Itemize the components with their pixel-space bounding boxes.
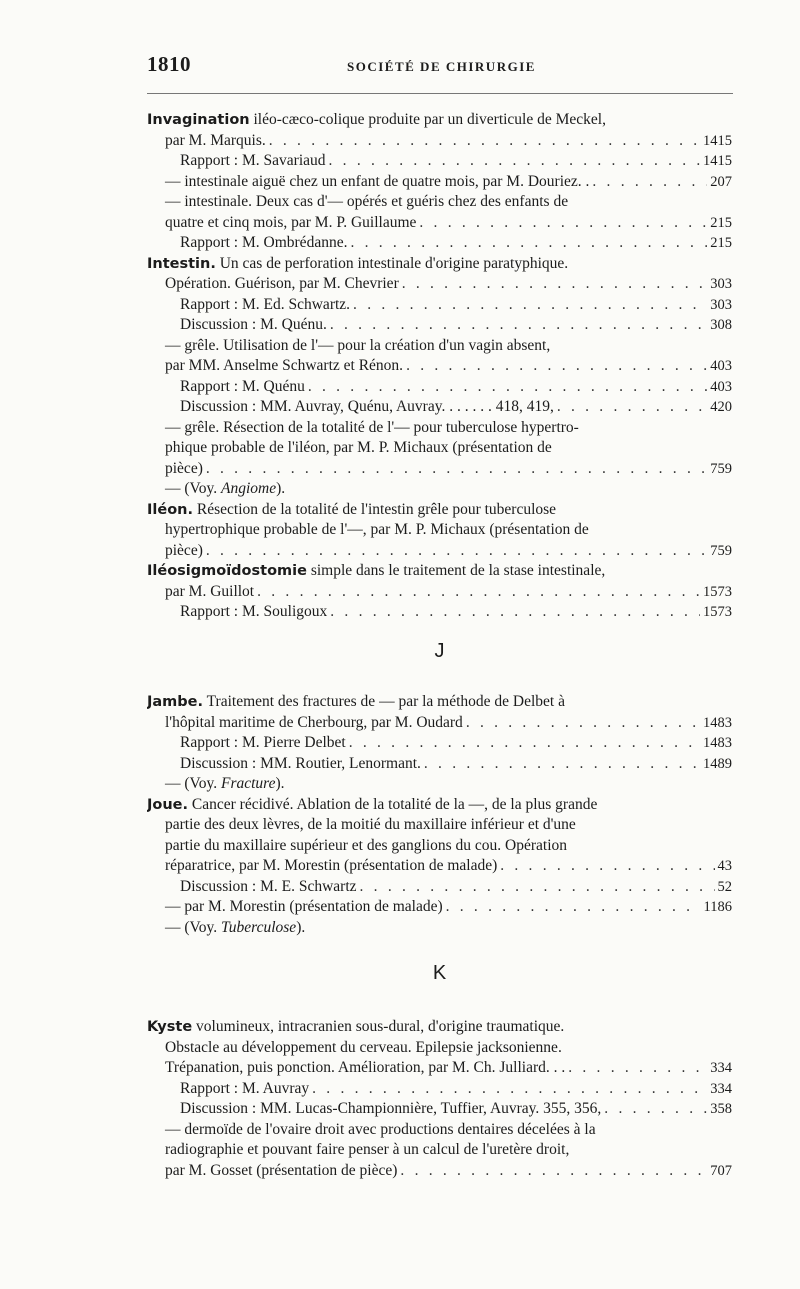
entry-body: Obstacle au développement du cerveau. Epilepsie jacksonienne.: [165, 1038, 562, 1056]
leader-dots: [329, 151, 700, 172]
index-entry: [147, 582, 732, 603]
page-reference: 1483: [703, 735, 732, 751]
entry-body: Discussion : MM. Auvray, Quénu, Auvray. . . . . . . 418, 419,: [180, 398, 554, 415]
leader-dots: [592, 172, 707, 193]
index-entry: [147, 356, 732, 377]
entry-body: Discussion : M. Quénu.: [180, 316, 327, 333]
index-entry: [147, 1079, 732, 1100]
index-entry: [147, 897, 732, 918]
entry-body: Discussion : MM. Lucas-Championnière, Tuffier, Auvray. 355, 356,: [180, 1100, 602, 1117]
section-letter-k: K: [432, 962, 447, 984]
page-reference: 308: [710, 317, 732, 333]
entry-body: pièce): [165, 541, 203, 559]
entry-body: Un cas de perforation intestinale d'origine paratyphique.: [215, 254, 569, 272]
index-entry: [147, 459, 732, 480]
entry-body: Rapport : M. Pierre Delbet: [180, 734, 346, 751]
entry-text: [180, 233, 347, 254]
entry-tail: ).: [275, 775, 285, 792]
headword: Invagination: [147, 112, 250, 128]
index-entry: [147, 151, 732, 172]
index-entry: [147, 192, 732, 213]
index-entry: [147, 438, 732, 459]
leader-dots: [350, 233, 707, 254]
index-entry: [147, 131, 732, 152]
entry-body: quatre et cinq mois, par M. P. Guillaume: [165, 213, 417, 231]
entry-body: — grêle. Résection de la totalité de l'— pour tuberculose hypertro-: [165, 418, 579, 436]
entry-body: — (Voy.: [165, 918, 221, 936]
entry-text: [147, 561, 605, 582]
index-entry: [147, 479, 732, 500]
entry-tail: ).: [296, 918, 306, 936]
index-entry: [147, 254, 732, 275]
index-entry: [147, 815, 732, 836]
entry-text: [180, 295, 350, 316]
entry-body: — dermoïde de l'ovaire droit avec productions dentaires décelées à la: [165, 1120, 596, 1138]
entry-text: [165, 520, 589, 541]
index-entry: [147, 377, 732, 398]
entry-text: [165, 1120, 596, 1141]
entry-text: [165, 836, 567, 857]
page-reference: 52: [717, 878, 732, 895]
entry-body: partie du maxillaire supérieur et des ganglions du cou. Opération: [165, 836, 568, 854]
page-reference: 358: [710, 1101, 732, 1117]
entry-text: [147, 795, 597, 816]
index-entry: [147, 397, 732, 418]
entry-body: — par M. Morestin (présentation de malade): [165, 898, 443, 915]
index-entry: [147, 774, 732, 795]
running-title: SOCIÉTÉ DE CHIRURGIE: [347, 59, 536, 74]
entry-text: [180, 1079, 309, 1100]
leader-dots: [419, 213, 707, 234]
headword: Iléosigmoïdostomie: [147, 563, 307, 579]
leader-dots: [604, 1099, 707, 1120]
page-reference: 1489: [703, 755, 732, 772]
entry-body: Rapport : M. Souligoux: [180, 603, 328, 620]
entry-text: [147, 254, 568, 275]
page-reference: 403: [710, 378, 732, 395]
entry-body: simple dans le traitement de la stase intestinale,: [306, 562, 606, 579]
entry-body: Rapport : M. Ed. Schwartz.: [180, 295, 351, 313]
entry-text: [180, 377, 305, 398]
entry-body: par MM. Anselme Schwartz et Rénon.: [165, 357, 404, 374]
index-entry: [147, 856, 732, 877]
entry-body: hypertrophique probable de l'—, par M. P. Michaux (présentation de: [165, 521, 589, 538]
entry-text: [165, 815, 576, 836]
index-entry: [147, 418, 732, 439]
entry-text: [165, 274, 399, 295]
entry-text: [165, 172, 589, 193]
index-entry: [147, 795, 732, 816]
page-reference: 1415: [703, 132, 732, 149]
page-reference: 303: [710, 296, 732, 313]
entry-text: [165, 856, 497, 877]
leader-dots: [500, 856, 714, 877]
entry-body: par M. Marquis.: [165, 131, 266, 149]
header-rule: [147, 93, 733, 94]
entry-body: Résection de la totalité de l'intestin grêle pour tuberculose: [193, 500, 557, 518]
entry-body: Discussion : M. E. Schwartz: [180, 877, 357, 895]
index-entry: [147, 1140, 732, 1161]
entry-text: [180, 1099, 601, 1120]
page-reference: 403: [710, 358, 732, 374]
index-entry: [147, 295, 732, 316]
entry-text: [165, 582, 254, 603]
page-reference: 334: [710, 1060, 732, 1076]
entry-body: l'hôpital maritime de Cherbourg, par M. Oudard: [165, 713, 463, 731]
entry-text: [147, 110, 606, 131]
cross-reference: Angiome: [220, 480, 277, 497]
index-entry: [147, 713, 732, 734]
entry-text: [180, 877, 357, 898]
leader-dots: [330, 315, 707, 336]
entry-text: [165, 356, 403, 377]
index-entry: [147, 520, 732, 541]
page-reference: 334: [710, 1080, 732, 1097]
entry-text: [165, 897, 443, 918]
entry-text: [147, 1017, 564, 1038]
page-reference: 1573: [703, 604, 732, 620]
page-reference: 1186: [703, 899, 732, 915]
entry-text: [180, 397, 554, 418]
entry-body: Discussion : MM. Routier, Lenormant.: [180, 754, 421, 772]
entry-text: [165, 1058, 565, 1079]
entry-text: [165, 336, 550, 357]
entry-text: [165, 918, 305, 939]
index-entry: [147, 541, 732, 562]
entry-body: pièce): [165, 459, 203, 477]
entry-text: [165, 541, 203, 562]
headword: Iléon.: [147, 501, 193, 518]
entry-body: — grêle. Utilisation de l'— pour la création d'un vagin absent,: [165, 336, 551, 354]
headword: Kyste: [147, 1019, 193, 1035]
entry-text: [165, 1038, 562, 1059]
index-entry: [147, 233, 732, 254]
page-reference: 1415: [703, 153, 732, 169]
index-entry: [147, 1017, 732, 1038]
index-entry: [147, 213, 732, 234]
index-entry: [147, 877, 732, 898]
index-entry: [147, 561, 732, 582]
page-header: [147, 52, 732, 82]
entry-text: [147, 692, 565, 713]
entry-body: partie des deux lèvres, de la moitié du maxillaire inférieur et d'une: [165, 816, 576, 833]
index-entry: [147, 172, 732, 193]
section-letter-j: J: [434, 640, 445, 662]
leader-dots: [466, 713, 700, 734]
index-entry: [147, 918, 732, 939]
entry-body: — intestinale aiguë chez un enfant de quatre mois, par M. Douriez. .: [165, 172, 590, 190]
entry-body: Rapport : M. Quénu: [180, 377, 305, 395]
entry-text: [165, 1140, 569, 1161]
entry-body: phique probable de l'iléon, par M. P. Michaux (présentation de: [165, 439, 552, 456]
leader-dots: [257, 582, 700, 603]
entry-body: Rapport : M. Ombrédanne.: [180, 234, 348, 251]
page-reference: 1483: [703, 714, 732, 731]
index-entry: [147, 1120, 732, 1141]
entry-text: [180, 602, 327, 623]
entry-body: par M. Guillot: [165, 582, 255, 600]
page-reference: 207: [710, 173, 732, 190]
page-reference: 43: [717, 858, 732, 874]
entry-body: par M. Gosset (présentation de pièce): [165, 1161, 398, 1179]
entry-text: [165, 192, 568, 213]
leader-dots: [308, 377, 707, 398]
index-entry: [147, 1058, 732, 1079]
leader-dots: [349, 733, 700, 754]
page-reference: 759: [710, 460, 732, 477]
index-entry: [147, 754, 732, 775]
entry-body: réparatrice, par M. Morestin (présentation de malade): [165, 857, 498, 874]
section-j-entries: [147, 692, 732, 938]
index-entry: [147, 336, 732, 357]
entry-text: [165, 438, 552, 459]
entry-body: iléo-cæco-colique produite par un diverticule de Meckel,: [249, 111, 606, 128]
index-entry: [147, 315, 732, 336]
index-entry: [147, 1099, 732, 1120]
leader-dots: [424, 754, 700, 775]
index-entry: [147, 836, 732, 857]
entry-body: Rapport : M. Auvray: [180, 1079, 310, 1097]
entry-text: [165, 459, 203, 480]
entry-text: [165, 418, 579, 439]
entry-text: [165, 213, 416, 234]
entry-body: Traitement des fractures de — par la méthode de Delbet à: [203, 693, 565, 710]
leader-dots: [353, 295, 707, 316]
index-entry: [147, 733, 732, 754]
section-i-entries: [147, 110, 732, 623]
headword: Joue.: [147, 796, 189, 813]
leader-dots: [360, 877, 715, 898]
entry-text: [180, 315, 327, 336]
entry-text: [165, 713, 463, 734]
entry-body: Cancer récidivé. Ablation de la totalité de la —, de la plus grande: [188, 795, 598, 813]
entry-body: — (Voy.: [165, 480, 221, 497]
index-entry: [147, 692, 732, 713]
entry-body: Opération. Guérison, par M. Chevrier: [165, 275, 399, 292]
entry-body: — (Voy.: [165, 775, 221, 792]
leader-dots: [206, 459, 707, 480]
index-entry: [147, 1038, 732, 1059]
headword: Intestin.: [147, 255, 216, 272]
entry-body: radiographie et pouvant faire penser à un calcul de l'uretère droit,: [165, 1141, 570, 1158]
entry-text: [165, 1161, 397, 1182]
entry-body: volumineux, intracranien sous-dural, d'origine traumatique.: [192, 1018, 565, 1035]
page-number: 1810: [147, 52, 191, 76]
leader-dots: [406, 356, 707, 377]
index-entry: [147, 602, 732, 623]
page-reference: 215: [710, 214, 732, 231]
leader-dots: [402, 274, 708, 295]
index-entry: [147, 500, 732, 521]
index-entry: [147, 110, 732, 131]
page-reference: 759: [710, 542, 732, 559]
entry-tail: ).: [276, 480, 286, 497]
section-k-entries: [147, 1017, 732, 1181]
index-entry: [147, 274, 732, 295]
leader-dots: [269, 131, 700, 152]
headword: Jambe.: [147, 694, 204, 710]
index-entry: [147, 1161, 732, 1182]
leader-dots: [312, 1079, 707, 1100]
leader-dots: [400, 1161, 707, 1182]
leader-dots: [206, 541, 707, 562]
leader-dots: [568, 1058, 707, 1079]
entry-text: [165, 774, 285, 795]
cross-reference: Tuberculose: [220, 918, 297, 936]
leader-dots: [446, 897, 701, 918]
entry-text: [180, 151, 326, 172]
entry-body: Trépanation, puis ponction. Amélioration, par M. Ch. Julliard. . .: [165, 1059, 566, 1076]
entry-body: — intestinale. Deux cas d'— opérés et guéris chez des enfants de: [165, 193, 569, 210]
entry-body: Rapport : M. Savariaud: [180, 152, 326, 169]
page-reference: 303: [710, 276, 732, 292]
cross-reference: Fracture: [220, 775, 276, 792]
entry-text: [165, 131, 266, 152]
leader-dots: [557, 397, 707, 418]
entry-text: [147, 500, 556, 521]
leader-dots: [330, 602, 700, 623]
page-reference: 707: [710, 1162, 732, 1179]
page-reference: 215: [710, 235, 732, 251]
page-reference: 420: [710, 399, 732, 415]
entry-text: [180, 733, 346, 754]
entry-text: [165, 479, 285, 500]
entry-text: [180, 754, 421, 775]
page-reference: 1573: [703, 583, 732, 600]
